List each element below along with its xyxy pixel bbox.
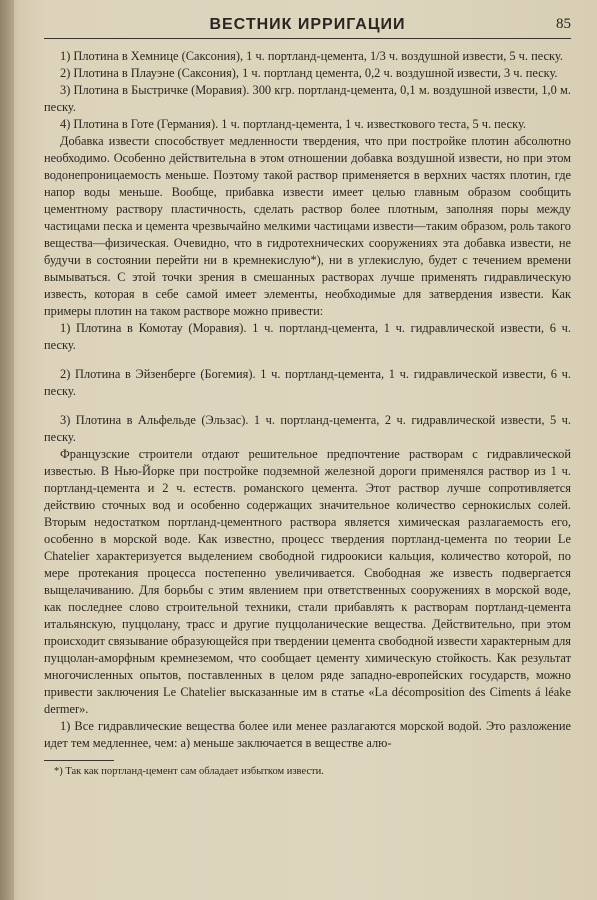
footnote-divider: [44, 760, 114, 761]
running-header: [44, 14, 571, 39]
paragraph-lime-additive: Добавка извести способствует медленности твердения, что при постройке плотин абсолютно необходимо. Особенно действительна в этом отношении добавка воздушной извести, но при этом водонепроницаемость меньше. Поэтому такой раствор применяется в верхних частях плотин, где напор воды меньше. Вообще, прибавка извести имеет целью главным образом сообщить цементному раствору пластичность, сделать раствор более плотным, заполняя поры между частицами песка и цемента чрезвычайно мелкими частицами извести—таким образом, роль такого вещества—физическая. Очевидно, что в гидротехнических сооружениях эта добавка извести, не будучи в состоянии перейти ни в кремнекислую*), ни в углекислую, будет с течением времени вымываться. С этой точки зрения в смешанных растворах лучше применять гидравлическую известь, которая в себе самой имеет элементы, необходимые для затвердения извести. Как примеры плотин на таком растворе можно привести:: [44, 134, 571, 318]
list-item-dam-eisenberg: 2) Плотина в Эйзенберге (Богемия). 1 ч. портланд-цемента, 1 ч. гидравлической извести, 6 ч. песку.: [44, 367, 571, 398]
article-body: [44, 48, 571, 752]
list-item-dam-komotau: 1) Плотина в Комотау (Моравия). 1 ч. портланд-цемента, 1 ч. гидравлической извести, 6 ч. песку.: [44, 321, 571, 352]
list-item-dam-bystrichka: 3) Плотина в Быстричке (Моравия). 300 кгр. портланд-цемента, 0,1 м. воздушной извести, 1,0 м. песку.: [44, 83, 571, 114]
paragraph-conclusion-1: 1) Все гидравлические вещества более или менее разлагаются морской водой. Это разложение идет тем медленнее, чем: а) меньше заключается в веществе алю-: [44, 719, 571, 750]
list-item-dam-chemnitz: 1) Плотина в Хемнице (Саксония), 1 ч. портланд-цемента, 1/3 ч. воздушной извести, 5 ч. песку.: [60, 49, 563, 63]
footnote: *) Так как портланд-цемент сам обладает избытком извести.: [54, 766, 324, 777]
paragraph-french-builders: Французские строители отдают решительное предпочтение растворам с гидравлической известью. В Нью-Йорке при постройке подземной железной дороги применялся раствор из 1 ч. портланд-цемента и 2 ч. естеств. романского цемента. Этот раствор лучше сопротивляется действию сточных вод и особенно содержащих значительное количество сернокислых солей. Вторым недостатком портланд-цементного раствора является химическая разлагаемость его, особенно в морской воде. Как известно, процесс твердения портланд-цемента по теории Le Chatelier характеризуется выделением свободной гидроокиси кальция, количество которой, по мере протекания процесса постепенно увеличивается. Свободная же известь подвергается выщелачиванию. Для борьбы с этим явлением при ответственных сооружениях в морской воде, как последнее слово строительной техники, стали прибавлять к растворам портланд-цемента итальянскую, пуццолану, трасс и другие пуццоланические вещества. Действительно, при этом происходит связывание образующейся при твердении цемента свободной извести характерным для пуццолан-аморфным кремнеземом, что сообщает цементу химическую стойкость. Как результат многочисленных опытов, поставленных в целом ряде западно-европейских государств, можно привести заключения Le Chatelier высказанные им в статье «La décomposition des Ciments á léake dermer».: [44, 447, 571, 716]
list-item-dam-plauen: 2) Плотина в Плауэне (Саксония), 1 ч. портланд цемента, 0,2 ч. воздушной извести, 3 ч. песку.: [60, 66, 558, 80]
list-item-dam-alfeld: 3) Плотина в Альфельде (Эльзас). 1 ч. портланд-цемента, 2 ч. гидравлической извести, 5 ч. песку.: [44, 413, 571, 444]
page-number: 85: [556, 16, 571, 32]
list-item-dam-gotha: 4) Плотина в Готе (Германия). 1 ч. портланд-цемента, 1 ч. известкового теста, 5 ч. песку.: [60, 117, 527, 131]
journal-title: ВЕСТНИК ИРРИГАЦИИ: [209, 16, 406, 33]
page-binding-shadow: [0, 0, 14, 900]
